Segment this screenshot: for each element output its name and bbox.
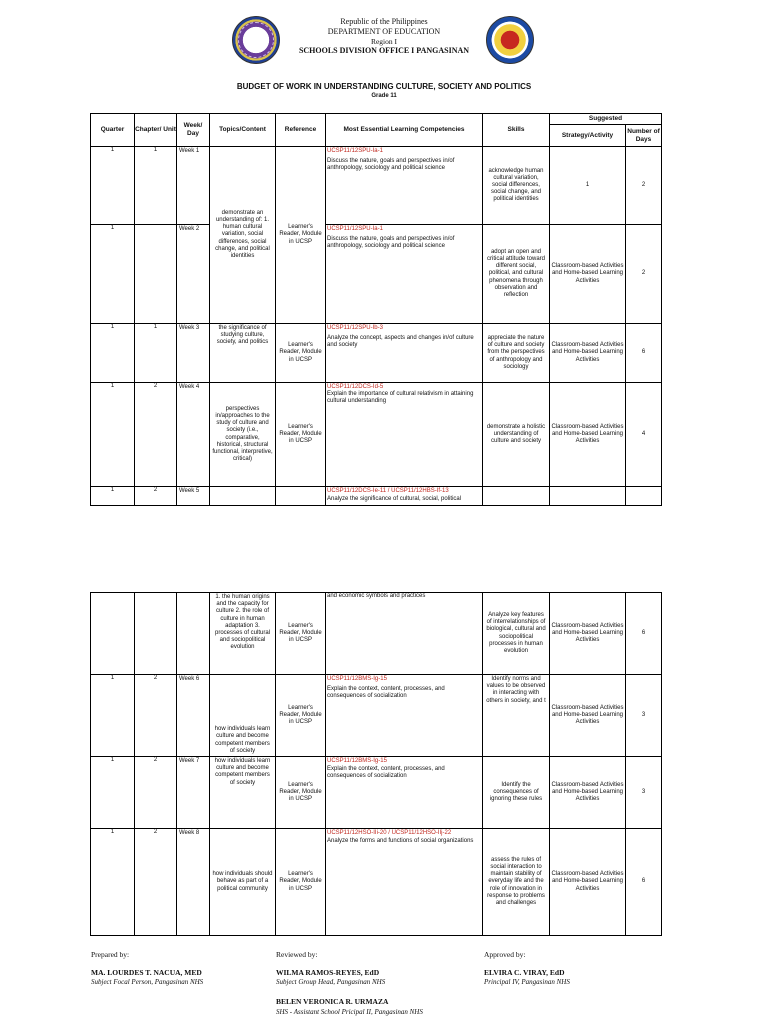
cell-days: 2 — [626, 147, 662, 225]
cell-quarter: 1 — [91, 829, 135, 936]
cell-reference — [276, 487, 326, 506]
cell-chapter — [135, 225, 177, 324]
table-row — [91, 147, 662, 225]
cell-topic: how individuals should behave as part of a political community — [210, 829, 276, 936]
melc-text: Analyze the forms and functions of social organizations — [327, 838, 474, 845]
prepared-role: Subject Focal Person, Pangasinan NHS — [91, 978, 204, 986]
cell-skills: acknowledge human cultural variation, social differences, social change, and political identities — [483, 147, 550, 225]
cell-topic: demonstrate an understanding of: 1. human cultural variation, social differences, social change, and political identities — [210, 147, 276, 324]
cell-skills: adopt an open and critical attitude toward different social, political, and cultural phenomena through observation and reflection — [483, 225, 550, 324]
melc-code: UCSP11/12DCS-Id-5 — [327, 384, 384, 390]
cell-quarter: 1 — [91, 675, 135, 757]
cell-melc — [326, 675, 483, 757]
cell-skills: appreciate the nature of culture and society from the perspectives of anthropology and sociology — [483, 324, 550, 383]
cell-melc — [326, 593, 483, 675]
cell-melc — [326, 225, 483, 324]
melc-code: UCSP11/12HSO-IIi-20 / UCSP11/12HSO-IIj-22 — [327, 830, 452, 836]
cell-topic: 1. the human origins and the capacity for culture 2. the role of culture in human adaptation 3. processes of cultural and sociopolitical evolution — [210, 593, 276, 675]
melc-code: UCSP11/12BMS-Ig-15 — [327, 758, 387, 764]
header-skills: Skills — [483, 114, 550, 147]
cell-topic: how individuals learn culture and become competent members of society — [210, 675, 276, 757]
approved-name: ELVIRA C. VIRAY, EdD — [484, 968, 565, 977]
cell-strategy: Classroom-based Activities and Home-based Learning Activities — [550, 225, 626, 324]
reviewed2-role: SHS - Assistant School Pricipal II, Pangasinan NHS — [276, 1008, 423, 1016]
header-week: Week/ Day — [177, 114, 210, 147]
table-row — [91, 324, 662, 383]
cell-week: Week 7 — [177, 757, 210, 829]
table-row — [91, 593, 662, 675]
melc-code: UCSP11/12BMS-Ig-15 — [327, 676, 387, 682]
cell-melc — [326, 383, 483, 487]
melc-code: UCSP11/12SPU-Ia-1 — [327, 148, 383, 154]
cell-strategy: Classroom-based Activities and Home-based Learning Activities — [550, 593, 626, 675]
melc-text: Analyze the significance of cultural, social, political — [327, 496, 462, 503]
cell-melc — [326, 757, 483, 829]
cell-reference: Learner's Reader, Module in UCSP — [276, 383, 326, 487]
cell-skills: Analyze key features of interrelationships of biological, cultural and sociopolitical processes in human evolution — [483, 593, 550, 675]
reviewed-label: Reviewed by: — [276, 950, 318, 959]
cell-quarter: 1 — [91, 225, 135, 324]
cell-strategy: Classroom-based Activities and Home-based Learning Activities — [550, 757, 626, 829]
cell-strategy — [550, 487, 626, 506]
cell-week: Week 3 — [177, 324, 210, 383]
prepared-name: MA. LOURDES T. NACUA, MED — [91, 968, 202, 977]
melc-code: UCSP11/12SPU-Ia-1 — [327, 226, 383, 232]
cell-reference: Learner's Reader, Module in UCSP — [276, 675, 326, 757]
cell-days: 6 — [626, 593, 662, 675]
cell-reference: Learner's Reader, Module in UCSP — [276, 147, 326, 324]
cell-strategy: 1 — [550, 147, 626, 225]
table-row — [91, 487, 662, 506]
budget-table-page2 — [90, 592, 662, 936]
cell-topic — [210, 487, 276, 506]
melc-text: Analyze the concept, aspects and changes in/of culture and society — [327, 335, 474, 349]
cell-days: 4 — [626, 383, 662, 487]
cell-week: Week 2 — [177, 225, 210, 324]
cell-chapter — [135, 593, 177, 675]
header-region: Region I — [370, 37, 398, 46]
table-row — [91, 829, 662, 936]
approved-role: Principal IV, Pangasinan NHS — [484, 978, 570, 986]
table-row — [91, 675, 662, 757]
header-chapter: Chapter/ Unit — [135, 114, 177, 147]
header-republic: Republic of the Philippines — [340, 17, 428, 26]
cell-week: Week 5 — [177, 487, 210, 506]
cell-week — [177, 593, 210, 675]
cell-chapter: 2 — [135, 487, 177, 506]
cell-week: Week 4 — [177, 383, 210, 487]
cell-reference: Learner's Reader, Module in UCSP — [276, 593, 326, 675]
table-row — [91, 383, 662, 487]
header-quarter: Quarter — [91, 114, 135, 147]
header-days: Number of Days — [626, 125, 662, 147]
cell-chapter: 1 — [135, 147, 177, 225]
cell-melc — [326, 829, 483, 936]
header-reference: Reference — [276, 114, 326, 147]
cell-melc — [326, 147, 483, 225]
melc-text: Discuss the nature, goals and perspectives in/of anthropology, sociology and political science — [327, 158, 455, 172]
prepared-label: Prepared by: — [91, 950, 130, 959]
cell-days: 2 — [626, 225, 662, 324]
cell-skills — [483, 487, 550, 506]
cell-quarter: 1 — [91, 757, 135, 829]
melc-text: and economic symbols and practices — [327, 593, 426, 599]
melc-text: Explain the context, content, processes, and consequences of socialization — [327, 686, 445, 700]
header-topics: Topics/Content — [210, 114, 276, 147]
cell-skills: Identify the consequences of ignoring these rules — [483, 757, 550, 829]
melc-text: Discuss the nature, goals and perspectives in/of anthropology, sociology and political science — [327, 236, 455, 250]
cell-topic: how individuals learn culture and become competent members of society — [210, 757, 276, 829]
cell-week: Week 1 — [177, 147, 210, 225]
cell-melc — [326, 487, 483, 506]
melc-text: Explain the importance of cultural relativism in attaining cultural understanding — [327, 391, 474, 405]
cell-strategy: Classroom-based Activities and Home-based Learning Activities — [550, 324, 626, 383]
cell-week: Week 8 — [177, 829, 210, 936]
cell-quarter: 1 — [91, 383, 135, 487]
cell-reference: Learner's Reader, Module in UCSP — [276, 324, 326, 383]
melc-code: UCSP11/12DCS-Ie-11 / UCSP11/12HBS-If-13 — [327, 488, 449, 494]
cell-chapter: 2 — [135, 675, 177, 757]
header-department: DEPARTMENT OF EDUCATION — [327, 27, 441, 36]
document-title: BUDGET OF WORK IN UNDERSTANDING CULTURE, SOCIETY AND POLITICS — [236, 82, 532, 91]
approved-label: Approved by: — [484, 950, 526, 959]
cell-strategy: Classroom-based Activities and Home-based Learning Activities — [550, 383, 626, 487]
cell-days: 3 — [626, 675, 662, 757]
cell-topic: the significance of studying culture, society, and politics — [210, 324, 276, 383]
cell-week: Week 6 — [177, 675, 210, 757]
budget-table-page1 — [90, 113, 662, 506]
cell-chapter: 2 — [135, 383, 177, 487]
cell-days: 6 — [626, 324, 662, 383]
header-suggested: Suggested — [550, 114, 662, 125]
cell-reference: Learner's Reader, Module in UCSP — [276, 829, 326, 936]
cell-reference: Learner's Reader, Module in UCSP — [276, 757, 326, 829]
cell-days: 3 — [626, 757, 662, 829]
cell-strategy: Classroom-based Activities and Home-based Learning Activities — [550, 675, 626, 757]
cell-skills: assess the rules of social interaction to maintain stability of everyday life and the role of innovation in response to problems and challenges — [483, 829, 550, 936]
table-row — [91, 225, 662, 324]
reviewed-role: Subject Group Head, Pangasinan NHS — [276, 978, 386, 986]
table-row — [91, 757, 662, 829]
header-strategy: Strategy/Activity — [550, 125, 626, 147]
cell-chapter: 2 — [135, 757, 177, 829]
cell-quarter: 1 — [91, 147, 135, 225]
cell-days — [626, 487, 662, 506]
header-division: SCHOOLS DIVISION OFFICE I PANGASINAN — [298, 46, 470, 55]
cell-strategy: Classroom-based Activities and Home-based Learning Activities — [550, 829, 626, 936]
cell-days: 6 — [626, 829, 662, 936]
cell-quarter — [91, 593, 135, 675]
cell-melc — [326, 324, 483, 383]
cell-quarter: 1 — [91, 487, 135, 506]
melc-text: Explain the context, content, processes, and consequences of socialization — [327, 766, 445, 780]
melc-code: UCSP11/12SPU-Ib-3 — [327, 325, 383, 331]
cell-topic: perspectives in/approaches to the study of culture and society (i.e., comparative, historical, structural functional, interpretive, critical) — [210, 383, 276, 487]
cell-skills: demonstrate a holistic understanding of culture and society — [483, 383, 550, 487]
header-melc: Most Essential Learning Competencies — [326, 114, 483, 147]
cell-chapter: 2 — [135, 829, 177, 936]
document-subtitle: Grade 11 — [371, 93, 397, 99]
cell-skills: Identify norms and values to be observed in interacting with others in society, and t — [483, 675, 550, 757]
cell-chapter: 1 — [135, 324, 177, 383]
reviewed-name: WILMA RAMOS-REYES, EdD — [276, 968, 380, 977]
cell-quarter: 1 — [91, 324, 135, 383]
reviewed2-name: BELEN VERONICA R. URMAZA — [276, 997, 389, 1006]
